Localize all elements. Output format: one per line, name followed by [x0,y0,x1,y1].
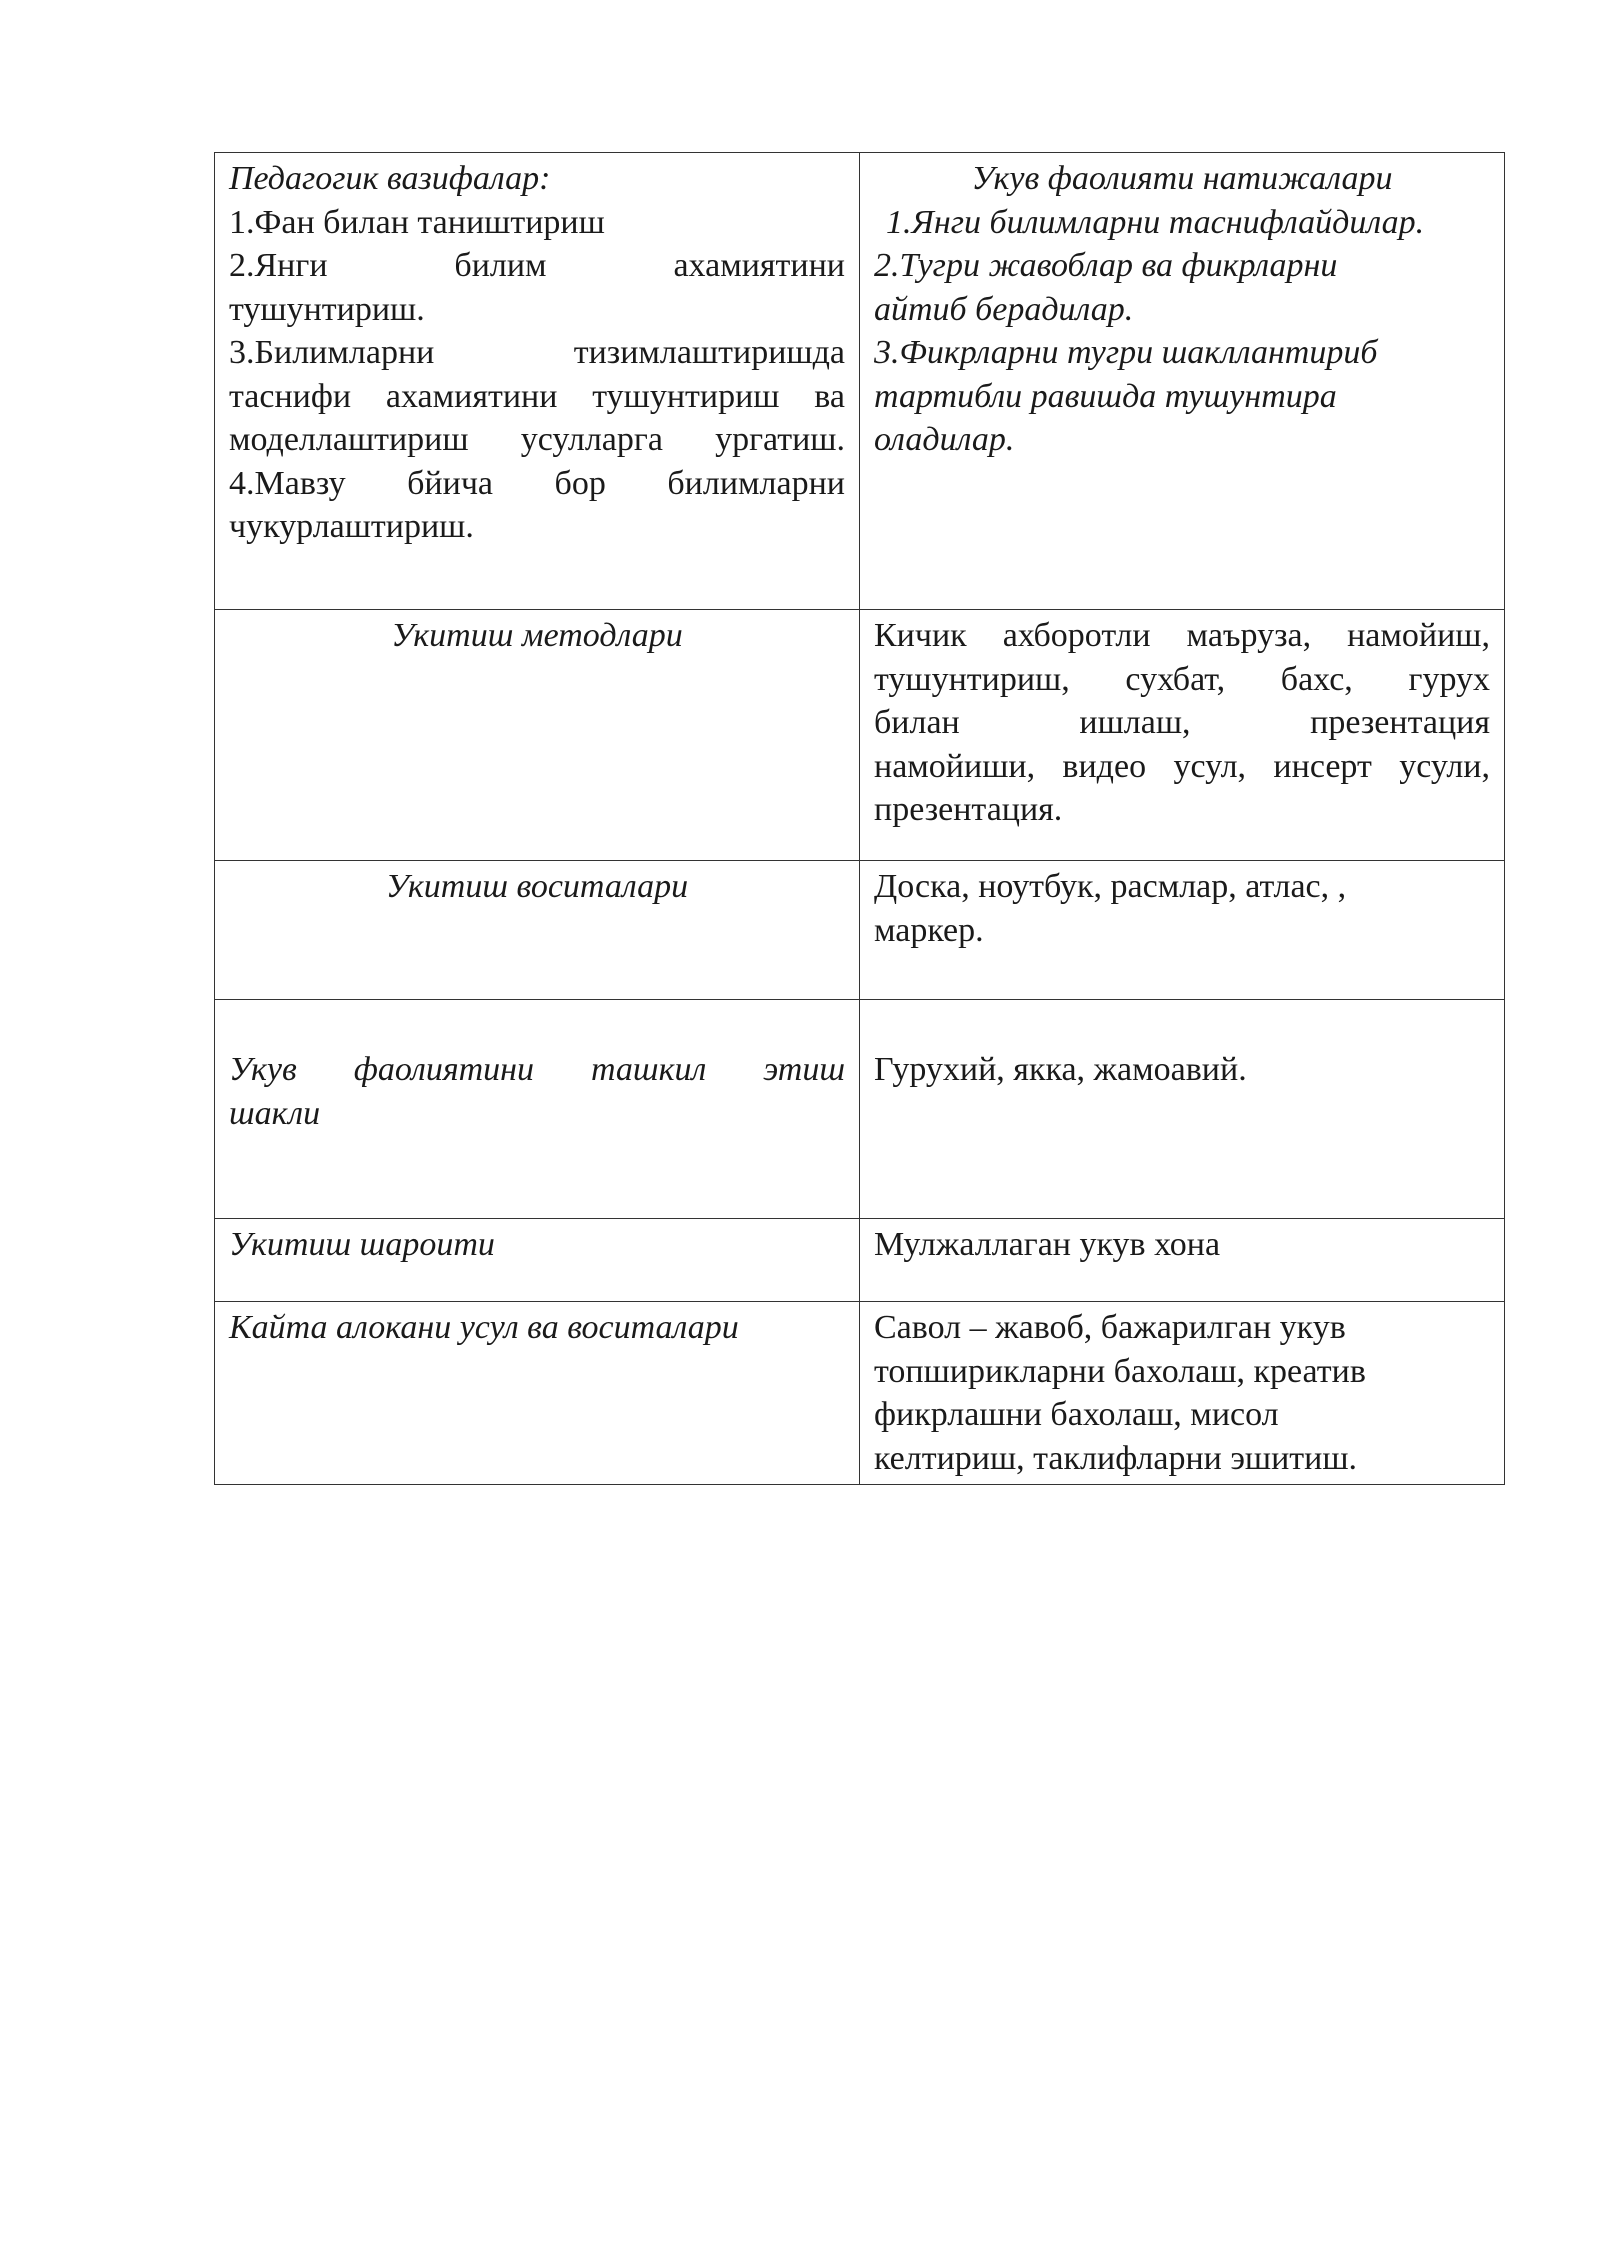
label-line: Укув фаолиятини ташкил этиш [229,1051,845,1088]
activity-form-label [215,1000,860,1219]
table-row [215,1000,1505,1219]
value-line: Кичик ахборотли маъруза, намойиш, [874,617,1490,654]
value-line: тушунтириш, сухбат, бахс, гурух [874,660,1490,698]
pedagogical-tasks-cell [215,153,860,610]
teaching-tools-value [860,861,1505,1000]
table-row [215,861,1505,1000]
teaching-methods-label: Укитиш методлари [215,610,860,861]
outcome-line: айтиб берадилар. [874,290,1134,328]
teaching-tools-label: Укитиш воситалари [215,861,860,1000]
table-row [215,1219,1505,1302]
task-line: моделлаштириш усулларга ургатиш. [229,421,845,458]
feedback-methods-label: Кайта алокани усул ва воситалари [215,1302,860,1485]
value-line: топширикларни бахолаш, креатив [874,1352,1366,1390]
teaching-methods-value [860,610,1505,861]
value-line: келтириш, таклифларни эшитиш. [874,1439,1358,1477]
outcome-line: 2.Тугри жавоблар ва фикрларни [874,247,1338,284]
feedback-methods-value [860,1302,1505,1485]
task-line: тушунтириш. [229,290,425,328]
task-line: 4.Мавзу бйича бор билимларни [229,464,845,502]
value-line: Доска, ноутбук, расмлар, атлас, , [874,868,1347,905]
value-line: билан ишлаш, презентация [874,704,1490,741]
task-line: 3.Билимларни тизимлаштиришда [229,334,845,371]
task-line: чукурлаштириш. [229,508,474,545]
task-line: 2.Янги билим ахамиятини [229,247,845,284]
value-line: Савол – жавоб, бажарилган укув [874,1309,1346,1346]
task-line: 1.Фан билан таништириш [229,203,605,241]
pedagogical-tasks-title: Педагогик вазифалар: [229,160,551,197]
learning-outcomes-cell [860,153,1505,610]
task-line: таснифи ахамиятини тушунтириш ва [229,377,845,415]
label-line: шакли [229,1094,321,1132]
value-line: намойиши, видео усул, инсерт усули, [874,747,1490,785]
outcome-line: 3.Фикрларни тугри шакллантириб [874,334,1378,371]
activity-form-value: Гурухий, якка, жамоавий. [860,1000,1505,1219]
learning-outcomes-title: Укув фаолияти натижалари [971,160,1393,197]
teaching-conditions-value: Мулжаллаган укув хона [860,1219,1505,1302]
value-line: фикрлашни бахолаш, мисол [874,1396,1279,1433]
table-row [215,610,1505,861]
lesson-plan-table [214,152,1505,1485]
outcome-line: тартибли равишда тушунтира [874,377,1337,415]
outcome-line: 1.Янги билимларни таснифлайдилар. [886,203,1425,241]
table-row [215,153,1505,610]
table-row [215,1302,1505,1485]
value-line: презентация. [874,791,1063,828]
teaching-conditions-label: Укитиш шароити [215,1219,860,1302]
value-line: маркер. [874,911,984,949]
outcome-line: оладилар. [874,421,1015,458]
